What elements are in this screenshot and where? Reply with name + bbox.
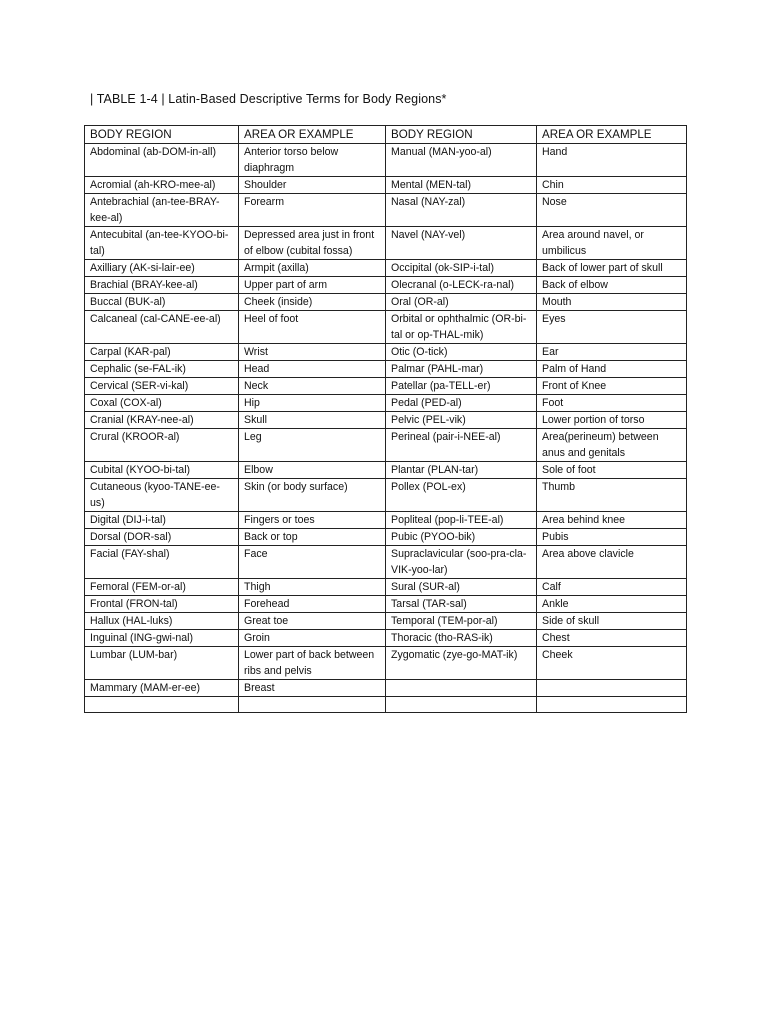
body-region-cell: Pubic (PYOO-bik) [386,529,537,546]
table-row [85,260,687,277]
area-or-example-cell: Foot [537,395,687,412]
body-region-cell: Palmar (PAHL-mar) [386,361,537,378]
body-region-cell: Sural (SUR-al) [386,579,537,596]
body-region-cell: Brachial (BRAY-kee-al) [85,277,239,294]
area-or-example-cell: Side of skull [537,613,687,630]
body-region-cell: Pedal (PED-al) [386,395,537,412]
area-or-example-cell [537,697,687,713]
table-row [85,462,687,479]
area-or-example-cell: Ear [537,344,687,361]
body-region-cell: Pollex (POL-ex) [386,479,537,512]
body-region-cell: Calcaneal (cal-CANE-ee-al) [85,311,239,344]
area-or-example-cell: Thigh [239,579,386,596]
body-region-cell: Manual (MAN-yoo-al) [386,144,537,177]
area-or-example-cell: Breast [239,680,386,697]
table-body [85,144,687,713]
body-region-cell: Lumbar (LUM-bar) [85,647,239,680]
table-header-row [85,126,687,144]
table-row [85,479,687,512]
body-region-cell: Patellar (pa-TELL-er) [386,378,537,395]
area-or-example-cell: Palm of Hand [537,361,687,378]
body-region-cell: Femoral (FEM-or-al) [85,579,239,596]
area-or-example-cell: Elbow [239,462,386,479]
body-region-cell: Plantar (PLAN-tar) [386,462,537,479]
body-region-cell: Crural (KROOR-al) [85,429,239,462]
table-row [85,512,687,529]
area-or-example-cell: Cheek [537,647,687,680]
table-row [85,546,687,579]
body-region-cell [386,697,537,713]
table-row [85,277,687,294]
area-or-example-cell: Area behind knee [537,512,687,529]
table-row [85,311,687,344]
table-row [85,596,687,613]
table-caption: | TABLE 1-4 | Latin-Based Descriptive Terms for Body Regions* [90,92,447,106]
body-region-cell: Frontal (FRON-tal) [85,596,239,613]
body-region-cell: Inguinal (ING-gwi-nal) [85,630,239,647]
area-or-example-cell: Shoulder [239,177,386,194]
body-region-cell: Cervical (SER-vi-kal) [85,378,239,395]
body-region-cell: Digital (DIJ-i-tal) [85,512,239,529]
body-region-cell: Abdominal (ab-DOM-in-all) [85,144,239,177]
table-row [85,429,687,462]
area-or-example-cell: Armpit (axilla) [239,260,386,277]
body-region-cell: Acromial (ah-KRO-mee-al) [85,177,239,194]
body-regions-table [84,125,687,713]
area-or-example-cell: Wrist [239,344,386,361]
area-or-example-cell: Forearm [239,194,386,227]
area-or-example-cell: Leg [239,429,386,462]
area-or-example-cell: Nose [537,194,687,227]
column-header-body-region: BODY REGION [386,126,537,144]
body-region-cell: Buccal (BUK-al) [85,294,239,311]
area-or-example-cell: Groin [239,630,386,647]
area-or-example-cell: Back or top [239,529,386,546]
table-row [85,697,687,713]
area-or-example-cell: Forehead [239,596,386,613]
body-region-cell: Facial (FAY-shal) [85,546,239,579]
area-or-example-cell: Great toe [239,613,386,630]
area-or-example-cell: Depressed area just in front of elbow (cubital fossa) [239,227,386,260]
area-or-example-cell: Anterior torso below diaphragm [239,144,386,177]
body-region-cell: Cephalic (se-FAL-ik) [85,361,239,378]
table-row [85,294,687,311]
area-or-example-cell: Head [239,361,386,378]
table-row [85,378,687,395]
body-region-cell: Orbital or ophthalmic (OR-bi-tal or op-THAL-mik) [386,311,537,344]
table-row [85,177,687,194]
area-or-example-cell: Area(perineum) between anus and genitals [537,429,687,462]
area-or-example-cell: Hand [537,144,687,177]
body-region-cell: Pelvic (PEL-vik) [386,412,537,429]
body-region-cell: Cubital (KYOO-bi-tal) [85,462,239,479]
body-region-cell: Coxal (COX-al) [85,395,239,412]
area-or-example-cell: Lower part of back between ribs and pelvis [239,647,386,680]
body-region-cell: Otic (O-tick) [386,344,537,361]
area-or-example-cell: Eyes [537,311,687,344]
table-row [85,680,687,697]
area-or-example-cell: Sole of foot [537,462,687,479]
body-region-cell: Axilliary (AK-si-lair-ee) [85,260,239,277]
body-region-cell: Hallux (HAL-luks) [85,613,239,630]
area-or-example-cell: Calf [537,579,687,596]
area-or-example-cell: Ankle [537,596,687,613]
body-region-cell: Oral (OR-al) [386,294,537,311]
body-region-cell: Supraclavicular (soo-pra-cla-VIK-yoo-lar) [386,546,537,579]
body-region-cell: Occipital (ok-SIP-i-tal) [386,260,537,277]
body-region-cell: Cutaneous (kyoo-TANE-ee-us) [85,479,239,512]
area-or-example-cell: Back of elbow [537,277,687,294]
area-or-example-cell: Pubis [537,529,687,546]
body-region-cell: Cranial (KRAY-nee-al) [85,412,239,429]
body-region-cell: Dorsal (DOR-sal) [85,529,239,546]
area-or-example-cell: Chest [537,630,687,647]
column-header-body-region: BODY REGION [85,126,239,144]
area-or-example-cell: Fingers or toes [239,512,386,529]
area-or-example-cell: Face [239,546,386,579]
area-or-example-cell: Area above clavicle [537,546,687,579]
body-region-cell: Antebrachial (an-tee-BRAY-kee-al) [85,194,239,227]
table-row [85,395,687,412]
area-or-example-cell: Thumb [537,479,687,512]
area-or-example-cell: Skull [239,412,386,429]
column-header-area-or-example: AREA OR EXAMPLE [537,126,687,144]
body-region-cell: Nasal (NAY-zal) [386,194,537,227]
body-region-cell: Mammary (MAM-er-ee) [85,680,239,697]
body-region-cell: Thoracic (tho-RAS-ik) [386,630,537,647]
body-region-cell: Zygomatic (zye-go-MAT-ik) [386,647,537,680]
area-or-example-cell [239,697,386,713]
area-or-example-cell: Back of lower part of skull [537,260,687,277]
body-region-cell: Antecubital (an-tee-KYOO-bi-tal) [85,227,239,260]
table-row [85,579,687,596]
body-region-cell: Mental (MEN-tal) [386,177,537,194]
area-or-example-cell: Skin (or body surface) [239,479,386,512]
table-row [85,630,687,647]
column-header-area-or-example: AREA OR EXAMPLE [239,126,386,144]
body-region-cell: Tarsal (TAR-sal) [386,596,537,613]
area-or-example-cell: Mouth [537,294,687,311]
body-region-cell: Olecranal (o-LECK-ra-nal) [386,277,537,294]
table-row [85,344,687,361]
area-or-example-cell: Heel of foot [239,311,386,344]
area-or-example-cell: Hip [239,395,386,412]
body-region-cell [386,680,537,697]
table-row [85,529,687,546]
area-or-example-cell [537,680,687,697]
area-or-example-cell: Front of Knee [537,378,687,395]
body-region-cell: Navel (NAY-vel) [386,227,537,260]
table-row [85,412,687,429]
area-or-example-cell: Upper part of arm [239,277,386,294]
area-or-example-cell: Area around navel, or umbilicus [537,227,687,260]
table-row [85,647,687,680]
area-or-example-cell: Chin [537,177,687,194]
body-region-cell: Popliteal (pop-li-TEE-al) [386,512,537,529]
table-row [85,194,687,227]
table-row [85,361,687,378]
body-region-cell: Temporal (TEM-por-al) [386,613,537,630]
area-or-example-cell: Neck [239,378,386,395]
table-row [85,227,687,260]
body-region-cell: Carpal (KAR-pal) [85,344,239,361]
area-or-example-cell: Lower portion of torso [537,412,687,429]
body-region-cell: Perineal (pair-i-NEE-al) [386,429,537,462]
area-or-example-cell: Cheek (inside) [239,294,386,311]
body-region-cell [85,697,239,713]
table-row [85,613,687,630]
table-row [85,144,687,177]
